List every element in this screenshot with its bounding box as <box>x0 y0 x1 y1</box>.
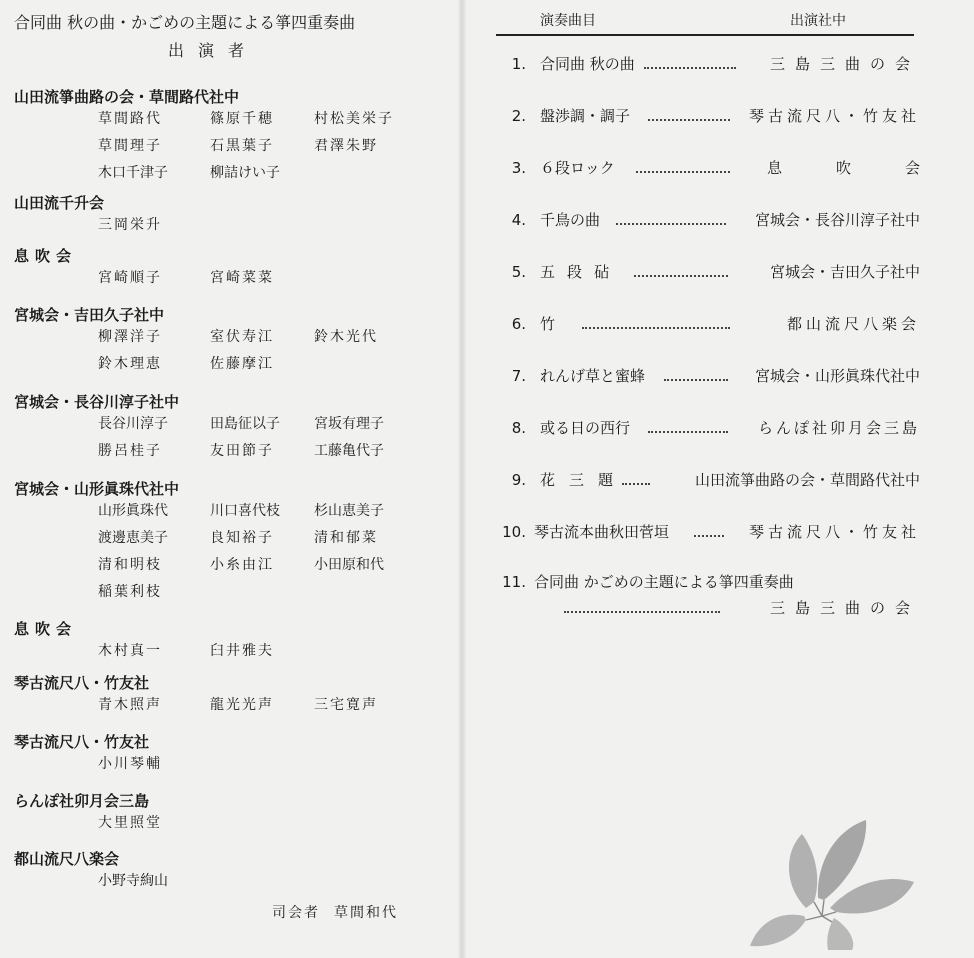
member-row <box>14 135 454 162</box>
member-row <box>14 413 454 440</box>
member-name: 青木照声 <box>98 697 162 713</box>
member-name: 鈴木理恵 <box>98 356 162 372</box>
member-row <box>14 870 454 897</box>
performer-group <box>14 478 454 608</box>
member-name: 杉山恵美子 <box>314 503 384 519</box>
member-name: 田島征以子 <box>210 416 280 432</box>
dot-leader <box>634 275 728 277</box>
program-item <box>492 364 920 388</box>
performer-group <box>14 86 454 189</box>
member-row <box>14 753 454 780</box>
item-number: 6. <box>511 315 526 333</box>
program-item <box>492 570 920 594</box>
member-name: 石黒葉子 <box>210 138 274 154</box>
performer-group <box>14 618 454 667</box>
item-number: 1. <box>511 55 526 73</box>
group-name: 宮城会・吉田久子社中 <box>14 306 165 324</box>
item-performer: 宮城会・長谷川淳子社中 <box>754 211 920 229</box>
performer-group <box>14 790 454 839</box>
group-name: 琴古流尺八・竹友社 <box>14 733 150 751</box>
member-row <box>14 440 454 467</box>
program-item <box>492 416 920 440</box>
dot-leader <box>622 483 650 485</box>
left-page <box>0 0 462 958</box>
member-name: 勝呂桂子 <box>98 443 162 459</box>
member-name: 木村真一 <box>98 643 162 659</box>
item-title: 盤渉調・調子 <box>540 107 631 125</box>
member-name: 清和郁菜 <box>314 530 378 546</box>
dot-leader <box>648 119 730 121</box>
member-row <box>14 353 454 380</box>
member-name: 小糸由江 <box>210 557 274 573</box>
member-row <box>14 812 454 839</box>
ginkgo-leaf-icon <box>744 790 922 950</box>
member-name: 良知裕子 <box>210 530 274 546</box>
member-name: 木口千津子 <box>98 165 168 181</box>
program-item <box>492 52 920 76</box>
program-item <box>492 156 974 180</box>
member-name: 村松美栄子 <box>314 111 394 127</box>
item-title: 花三題 <box>540 471 628 489</box>
program-item <box>492 260 920 284</box>
dot-leader <box>694 535 724 537</box>
member-name: 宮崎順子 <box>98 270 162 286</box>
member-name: 三宅寛声 <box>314 697 378 713</box>
member-name: 佐藤摩江 <box>210 356 274 372</box>
member-name: 臼井雅夫 <box>210 643 274 659</box>
group-name: 山田流千升会 <box>14 194 105 212</box>
program-item <box>492 468 920 492</box>
member-name: 宮崎菜菜 <box>210 270 274 286</box>
member-name: 大里照堂 <box>98 815 162 831</box>
performer-group <box>14 245 454 294</box>
item-number: 11. <box>502 573 526 591</box>
group-name: 息吹会 <box>14 247 78 265</box>
performer-group <box>14 848 454 897</box>
item-performer: 琴古流尺八・竹友社 <box>748 107 920 125</box>
dot-leader <box>664 379 728 381</box>
emcee-line <box>272 902 398 922</box>
member-name: 工藤亀代子 <box>314 443 384 459</box>
program-column-header: 演奏曲目 <box>540 13 596 29</box>
member-row <box>14 108 454 135</box>
member-name: 渡邊恵美子 <box>98 530 168 546</box>
member-row <box>14 214 454 241</box>
item-performer: 宮城会・吉田久子社中 <box>769 263 920 281</box>
member-row <box>14 527 454 554</box>
item-performer: 三島三曲の会 <box>769 55 920 73</box>
member-name: 宮坂有理子 <box>314 416 384 432</box>
item-title: 合同曲 かごめの主題による箏四重奏曲 <box>534 573 794 591</box>
group-name: らんぽ社卯月会三島 <box>14 792 150 810</box>
emcee-label: 司会者 <box>272 905 320 921</box>
member-name: 小野寺絢山 <box>98 873 168 889</box>
member-name: 長谷川淳子 <box>98 416 168 432</box>
member-name: 川口喜代枝 <box>210 503 280 519</box>
item-title: 竹 <box>540 315 556 333</box>
member-row <box>14 267 454 294</box>
performer-group <box>14 672 454 721</box>
dot-leader <box>644 67 736 69</box>
item-number: 5. <box>511 263 526 281</box>
performer-group <box>14 391 454 467</box>
header-rule <box>496 34 914 36</box>
member-name: 山形眞珠代 <box>98 503 168 519</box>
item-number: 4. <box>511 211 526 229</box>
program-item <box>492 208 920 232</box>
member-row <box>14 581 454 608</box>
item-performer: 息吹会 <box>766 159 974 177</box>
item-number: 7. <box>511 367 526 385</box>
item-title: 或る日の西行 <box>540 419 631 437</box>
member-row <box>14 326 454 353</box>
item-title: ６段ロック <box>540 159 615 177</box>
item-title: 五段砧 <box>540 263 622 281</box>
dot-leader <box>616 223 726 225</box>
program-item <box>492 104 920 128</box>
dot-leader <box>636 171 730 173</box>
group-name: 息吹会 <box>14 620 78 638</box>
group-name: 山田流箏曲路の会・草間路代社中 <box>14 88 240 106</box>
member-name: 清和明枝 <box>98 557 162 573</box>
member-name: 柳詰けい子 <box>210 165 280 181</box>
program-item-continuation <box>492 596 920 620</box>
dot-leader <box>564 611 720 613</box>
group-name: 都山流尺八楽会 <box>14 850 120 868</box>
dot-leader <box>648 431 728 433</box>
performer-group <box>14 192 454 241</box>
item-number: 8. <box>511 419 526 437</box>
item-number: 9. <box>511 471 526 489</box>
performer-group <box>14 304 454 380</box>
group-name: 宮城会・山形眞珠代社中 <box>14 480 180 498</box>
member-name: 小田原和代 <box>314 557 384 573</box>
member-name: 小川琴輔 <box>98 756 162 772</box>
member-name: 草間路代 <box>98 111 162 127</box>
member-name: 龍光光声 <box>210 697 274 713</box>
performer-column-header: 出演社中 <box>790 13 846 29</box>
group-name: 宮城会・長谷川淳子社中 <box>14 393 180 411</box>
item-performer: 山田流箏曲路の会・草間路代社中 <box>694 471 920 489</box>
member-row <box>14 640 454 667</box>
program-item <box>492 520 920 544</box>
item-title: れんげ草と蜜蜂 <box>540 367 646 385</box>
item-performer: らんぽ社卯月会三島 <box>757 419 920 437</box>
emcee-name: 草間和代 <box>334 905 398 921</box>
item-title: 千鳥の曲 <box>540 211 601 229</box>
item-performer: 三島三曲の会 <box>769 599 920 617</box>
member-row <box>14 500 454 527</box>
member-row <box>14 162 454 189</box>
member-name: 室伏寿江 <box>210 329 274 345</box>
item-performer: 琴古流尺八・竹友社 <box>748 523 920 541</box>
item-number: 10. <box>502 523 526 541</box>
right-page <box>462 0 974 958</box>
member-name: 柳澤洋子 <box>98 329 162 345</box>
group-name: 琴古流尺八・竹友社 <box>14 674 150 692</box>
member-row <box>14 694 454 721</box>
item-number: 2. <box>511 107 526 125</box>
member-name: 草間理子 <box>98 138 162 154</box>
item-performer: 宮城会・山形眞珠代社中 <box>754 367 920 385</box>
member-name: 鈴木光代 <box>314 329 378 345</box>
member-name: 稲葉利枝 <box>98 584 162 600</box>
member-name: 君澤朱野 <box>314 138 378 154</box>
item-title: 琴古流本曲秋田菅垣 <box>534 523 670 541</box>
program-title: 合同曲 秋の曲・かごめの主題による箏四重奏曲 <box>14 13 356 32</box>
dot-leader <box>582 327 730 329</box>
item-performer: 都山流尺八楽会 <box>786 315 920 333</box>
item-number: 3. <box>511 159 526 177</box>
member-name: 三岡栄升 <box>98 217 162 233</box>
performer-group <box>14 731 454 780</box>
item-title: 合同曲 秋の曲 <box>540 55 635 73</box>
member-name: 篠原千穂 <box>210 111 274 127</box>
member-row <box>14 554 454 581</box>
performers-heading: 出演者 <box>168 41 259 60</box>
member-name: 友田節子 <box>210 443 274 459</box>
program-item <box>492 312 920 336</box>
